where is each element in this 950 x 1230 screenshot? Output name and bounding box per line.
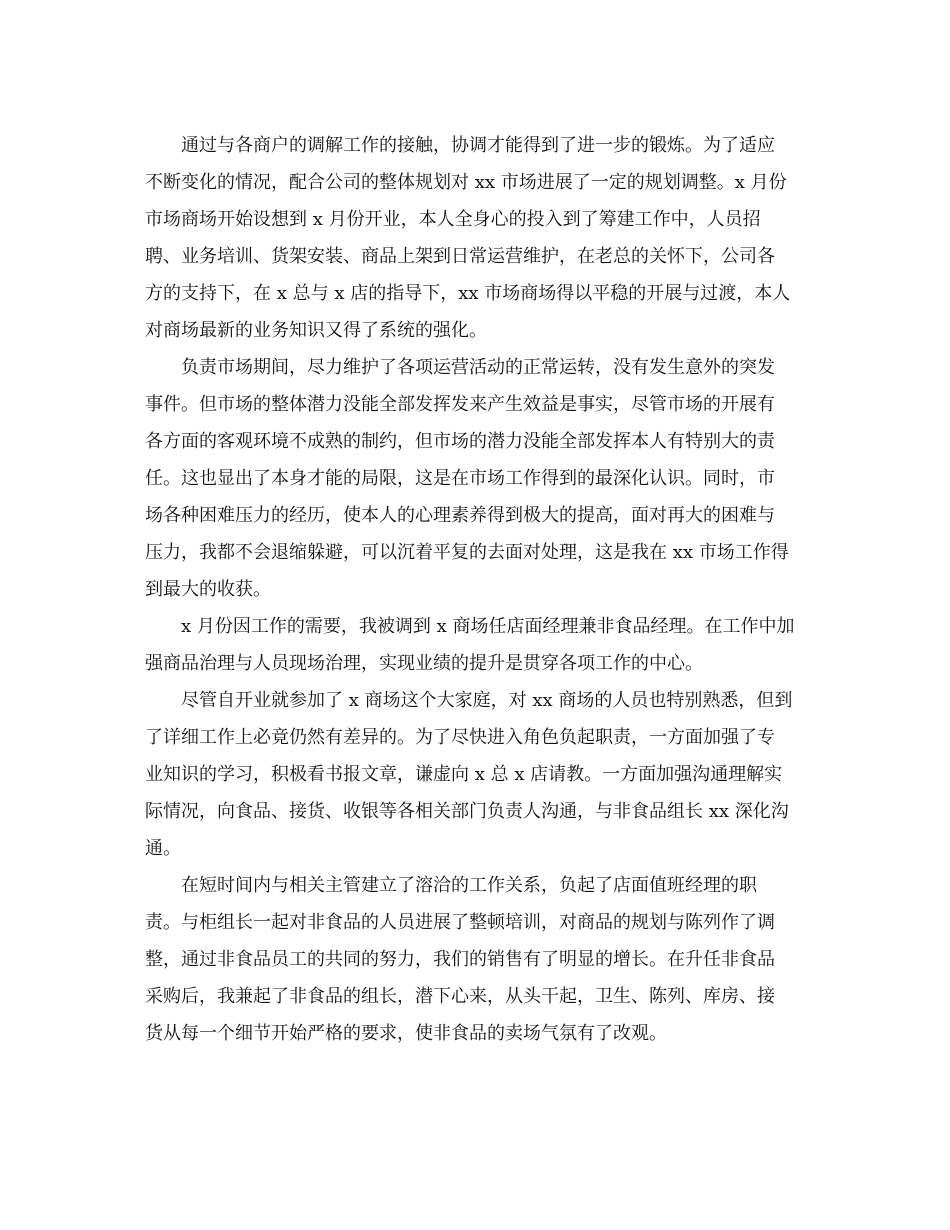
text-line: 了详细工作上必竟仍然有差异的。为了尽快进入角色负起职责，一方面加强了专 <box>145 727 775 748</box>
text-line: 在短时间内与相关主管建立了溶洽的工作关系，负起了店面值班经理的职 <box>181 875 757 896</box>
text-line: 货从每一个细节开始严格的要求，使非食品的卖场气氛有了改观。 <box>145 1023 667 1044</box>
text-line: 整，通过非食品员工的共同的努力，我们的销售有了明显的增长。在升任非食品 <box>145 949 775 970</box>
paragraph-2 <box>145 349 810 608</box>
text-line: 事件。但市场的整体潜力没能全部发挥发来产生效益是事实，尽管市场的开展有 <box>145 394 775 415</box>
text-line: 对商场最新的业务知识又得了系统的强化。 <box>145 320 487 341</box>
text-line: 负责市场期间，尽力维护了各项运营活动的正常运转，没有发生意外的突发 <box>181 357 775 378</box>
text-line: 业知识的学习，积极看书报文章，谦虚向 x 总 x 店请教。一方面加强沟通理解实 <box>145 764 783 785</box>
text-line: 通过与各商户的调解工作的接触，协调才能得到了进一步的锻炼。为了适应 <box>181 135 775 156</box>
text-line: 采购后，我兼起了非食品的组长，潜下心来，从头干起，卫生、陈列、库房、接 <box>145 986 775 1007</box>
text-line: 到最大的收获。 <box>145 579 271 600</box>
text-line: 各方面的客观环境不成熟的制约，但市场的潜力没能全部发挥本人有特别大的责 <box>145 431 775 452</box>
document-body <box>145 127 810 1052</box>
text-line: 市场商场开始设想到 x 月份开业，本人全身心的投入到了筹建工作中，人员招 <box>145 209 761 230</box>
paragraph-4 <box>145 682 810 867</box>
paragraph-3 <box>145 608 810 682</box>
text-line: 际情况，向食品、接货、收银等各相关部门负责人沟通，与非食品组长 xx 深化沟 <box>145 801 789 822</box>
text-line: 强商品治理与人员现场治理，实现业绩的提升是贯穿各项工作的中心。 <box>145 653 703 674</box>
text-line: 不断变化的情况，配合公司的整体规划对 xx 市场进展了一定的规划调整。x 月份 <box>145 172 787 193</box>
text-line: 任。这也显出了本身才能的局限，这是在市场工作得到的最深化认识。同时，市 <box>145 468 775 489</box>
text-line: 通。 <box>145 838 181 859</box>
text-line: x 月份因工作的需要，我被调到 x 商场任店面经理兼非食品经理。在工作中加 <box>181 616 795 637</box>
text-line: 聘、业务培训、货架安装、商品上架到日常运营维护，在老总的关怀下，公司各 <box>145 246 775 267</box>
paragraph-1 <box>145 127 810 349</box>
paragraph-5 <box>145 867 810 1052</box>
text-line: 方的支持下，在 x 总与 x 店的指导下，xx 市场商场得以平稳的开展与过渡，本人 <box>145 283 791 304</box>
text-line: 场各种困难压力的经历，使本人的心理素养得到极大的提高，面对再大的困难与 <box>145 505 775 526</box>
text-line: 压力，我都不会退缩躲避，可以沉着平复的去面对处理，这是我在 xx 市场工作得 <box>145 542 789 563</box>
text-line: 尽管自开业就参加了 x 商场这个大家庭，对 xx 商场的人员也特别熟悉，但到 <box>181 690 793 711</box>
text-line: 责。与柜组长一起对非食品的人员进展了整顿培训，对商品的规划与陈列作了调 <box>145 912 775 933</box>
